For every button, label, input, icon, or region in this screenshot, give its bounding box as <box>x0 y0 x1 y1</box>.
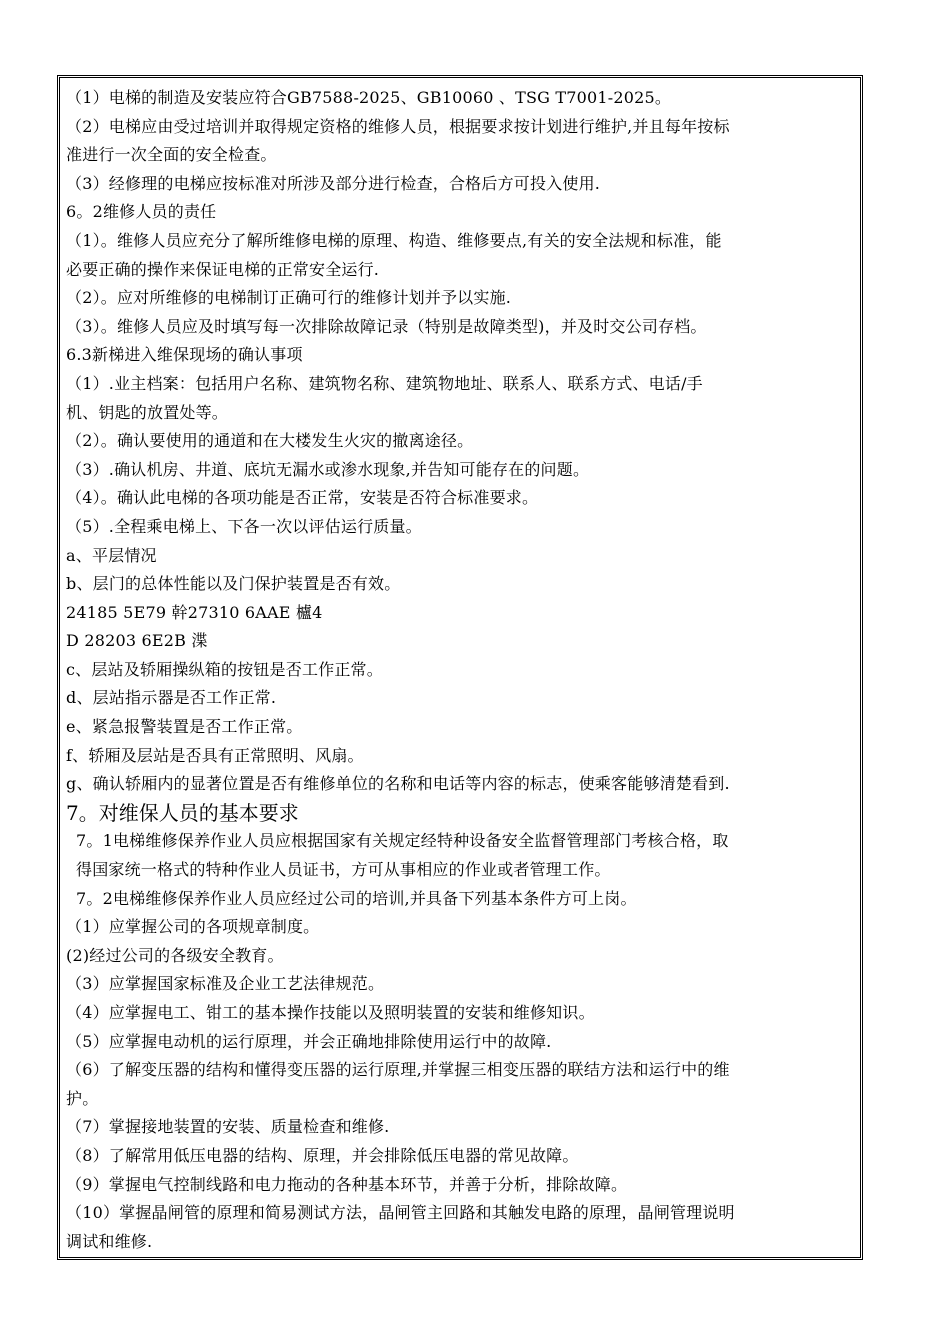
text-line: 6.3新梯进入维保现场的确认事项 <box>66 345 303 365</box>
text-line: 6。2维修人员的责任 <box>66 202 217 222</box>
text-line: （1）。维修人员应充分了解所维修电梯的原理、构造、维修要点,有关的安全法规和标准，能 <box>66 230 722 250</box>
text-line: （5）应掌握电动机的运行原理，并会正确地排除使用运行中的故障. <box>66 1031 552 1051</box>
text-line: a、平层情况 <box>66 545 157 565</box>
text-line: 准进行一次全面的安全检查。 <box>66 145 277 165</box>
document-body <box>66 84 861 1256</box>
text-line: （3）.确认机房、井道、底坑无漏水或渗水现象,并告知可能存在的问题。 <box>66 459 590 479</box>
text-line: （7）掌握接地装置的安装、质量检查和维修. <box>66 1117 390 1137</box>
text-line: （8）了解常用低压电器的结构、原理，并会排除低压电器的常见故障。 <box>66 1145 579 1165</box>
text-line: 护。 <box>66 1088 99 1108</box>
text-line: 得国家统一格式的特种作业人员证书，方可从事相应的作业或者管理工作。 <box>76 860 611 880</box>
text-line: (2)经过公司的各级安全教育。 <box>66 945 284 965</box>
text-line: （6）了解变压器的结构和懂得变压器的运行原理,并掌握三相变压器的联结方法和运行中的维 <box>66 1060 730 1080</box>
text-line: （4）应掌握电工、钳工的基本操作技能以及照明装置的安装和维修知识。 <box>66 1003 595 1022</box>
text-line: （1）应掌握公司的各项规章制度。 <box>66 917 320 937</box>
text-line: （2）。确认要使用的通道和在大楼发生火灾的撤离途径。 <box>66 431 474 451</box>
text-line: （10）掌握晶闸管的原理和简易测试方法，晶闸管主回路和其触发电路的原理，晶闸管理说明 <box>66 1203 735 1223</box>
text-line: （2）电梯应由受过培训并取得规定资格的维修人员，根据要求按计划进行维护,并且每年按标 <box>66 116 730 136</box>
text-line: （1）电梯的制造及安装应符合GB7588-2025、GB10060 、TSG T7001-2025。 <box>66 88 672 107</box>
text-line: （4）。确认此电梯的各项功能是否正常，安装是否符合标准要求。 <box>66 488 539 508</box>
text-line: 7。1电梯维修保养作业人员应根据国家有关规定经特种设备安全监督管理部门考核合格，取 <box>76 831 729 851</box>
text-line: D 28203 6E2B 渫 <box>66 631 208 651</box>
text-line: f、轿厢及层站是否具有正常照明、风扇。 <box>66 745 364 765</box>
text-line: c、层站及轿厢操纵箱的按钮是否工作正常。 <box>66 659 383 679</box>
text-line: b、层门的总体性能以及门保护装置是否有效。 <box>66 574 401 594</box>
text-line: （2）。应对所维修的电梯制订正确可行的维修计划并予以实施. <box>66 288 512 308</box>
text-line: （3）。维修人员应及时填写每一次排除故障记录（特别是故障类型)，并及时交公司存档。 <box>66 316 707 336</box>
text-line: g、确认轿厢内的显著位置是否有维修单位的名称和电话等内容的标志，使乘客能够清楚看到. <box>66 774 730 794</box>
text-line: 24185 5E79 幹27310 6AAE 櫨4 <box>66 602 323 622</box>
text-line: （5）.全程乘电梯上、下各一次以评估运行质量。 <box>66 516 422 536</box>
text-line: （1）.业主档案：包括用户名称、建筑物名称、建筑物地址、联系人、联系方式、电话/手 <box>66 373 703 393</box>
text-line: 调试和维修. <box>66 1231 153 1251</box>
text-line: （3）应掌握国家标准及企业工艺法律规范。 <box>66 974 385 994</box>
text-line: 7。2电梯维修保养作业人员应经过公司的培训,并具备下列基本条件方可上岗。 <box>76 888 637 908</box>
text-line: （3）经修理的电梯应按标准对所涉及部分进行检查，合格后方可投入使用. <box>66 173 601 193</box>
section-heading: 7。对维保人员的基本要求 <box>66 800 299 825</box>
text-line: e、紧急报警装置是否工作正常。 <box>66 717 303 737</box>
text-line: d、层站指示器是否工作正常. <box>66 688 277 708</box>
text-line: 机、钥匙的放置处等。 <box>66 402 229 422</box>
text-line: 必要正确的操作来保证电梯的正常安全运行. <box>66 259 380 279</box>
text-line: （9）掌握电气控制线路和电力拖动的各种基本环节，并善于分析，排除故障。 <box>66 1174 628 1194</box>
